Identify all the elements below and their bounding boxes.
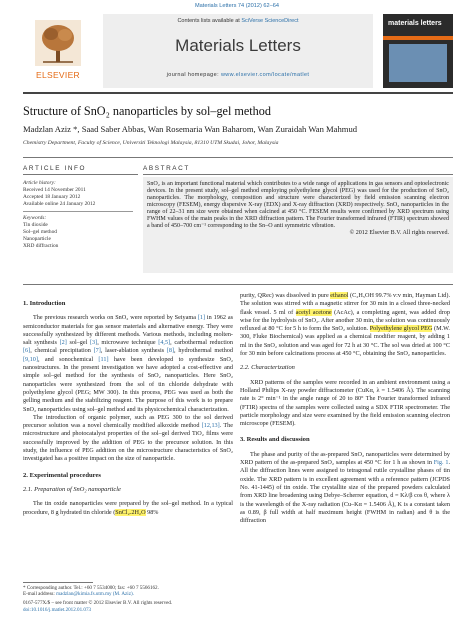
- homepage-link[interactable]: www.elsevier.com/locate/matlet: [220, 72, 310, 78]
- right-column: [240, 292, 450, 525]
- tree-logo-icon: [35, 20, 81, 66]
- text-run: The tin oxide nanoparticles were prepared by the sol–gel method. In a typical procedure, 8 g hydrated tin chloride (: [23, 500, 233, 516]
- preparation-paragraph: [23, 500, 233, 517]
- text-run: The phase and purity of the as-prepared SnO₂ nanoparticles were determined by XRD pattern of the as-prepared SnO₂ samples at 450 °C for 1 h as shown in: [240, 450, 450, 467]
- journal-banner: [103, 14, 373, 88]
- accepted-date: Accepted 18 January 2012: [23, 194, 81, 200]
- contents-prefix: Contents lists available at: [177, 18, 242, 24]
- email-line: [23, 591, 233, 597]
- article-info-rule: [23, 174, 138, 175]
- citation-link[interactable]: [8]: [166, 347, 175, 355]
- sciencedirect-link[interactable]: SciVerse ScienceDirect: [241, 18, 299, 24]
- text-run: . The microstructure and photocatalyst properties of the sol–gel derived TiO₂ films were successfully improved by the addition of PEG to the precursor solution. In this study, the influence of PEG addition on the microstructure characteristics of SnO₂ investigated has a positive impact on the size of nanoparticle.: [23, 422, 233, 463]
- characterization-paragraph: XRD patterns of the samples were recorded in an ambient environment using a Holland Philips X-ray powder diffractometer (CuKα, λ = 1.5406 Å). The scanning rate is 2° min⁻¹ in the angle range of 20 to 80° The Fourier transformed infrared (FTIR) spectra of the samples were collected using a SDX FTIR spectrometer. The particle morphology and size were examined by the field emission scanning electron microscope (FESEM).: [240, 378, 450, 428]
- abstract-bottom-rule: [23, 284, 453, 285]
- results-paragraph: [240, 451, 450, 526]
- experimental-heading: 2. Experimental procedures: [23, 471, 101, 479]
- journal-citation: Materials Letters 74 (2012) 62–64: [195, 3, 279, 9]
- figure-link[interactable]: Fig. 1: [433, 459, 449, 467]
- text-run: in 1962 as semiconductor materials for gas sensor materials and alternative energy. They were successfully synthesized by different methods. Various methods, including molten-salt synthesis: [23, 314, 233, 347]
- article-authors: Madzlan Aziz *, Saad Saber Abbas, Wan Rosemaria Wan Baharom, Wan Zuraidah Wan Mahmud: [23, 124, 358, 134]
- corresponding-author-note: * Corresponding author. Tel.: +60 7 5534000; fax: +60 7 5566162.: [23, 585, 159, 591]
- history-label: Article history:: [23, 180, 56, 186]
- citation-link[interactable]: [4,5]: [158, 339, 171, 347]
- text-run: , carbothermal reduction: [170, 339, 233, 347]
- keywords-label: Keywords:: [23, 214, 47, 221]
- text-run: sol–gel: [66, 339, 90, 347]
- author-affiliation: Chemistry Department, Faculty of Science, Universiti Teknologi Malaysia, 81310 UTM Skudai, Johor, Malaysia: [23, 140, 279, 146]
- info-separator: [23, 211, 133, 212]
- article-title: Structure of SnO₂ nanoparticles by sol–gel method: [23, 104, 271, 118]
- email-label: E-mail address:: [23, 591, 57, 598]
- footnote-block: [23, 585, 233, 613]
- text-run: (AcAc), a completing agent, was added drop wise for the hydrolysis of SnO₂. After another 30 min, the solution was continuously refluxed at 80 °C for 5 h to form the SnO₂ solution.: [240, 308, 450, 333]
- keyword-item: Sol–gel method: [23, 228, 57, 235]
- citation-link[interactable]: [2]: [59, 339, 67, 347]
- cover-band: [383, 36, 453, 40]
- keyword-item: Nanoparticle: [23, 235, 51, 242]
- keyword-item: Tin dioxide: [23, 221, 48, 228]
- article-info-heading: ARTICLE INFO: [23, 165, 87, 172]
- results-heading: 3. Results and discussion: [240, 436, 310, 444]
- homepage-line: [103, 72, 373, 78]
- elsevier-logo: [23, 18, 93, 84]
- citation-link[interactable]: [1]: [197, 314, 206, 322]
- text-run: , laser-ablation synthesis: [100, 347, 167, 355]
- citation-link[interactable]: [7]: [93, 347, 101, 355]
- text-run: 98%: [145, 508, 159, 516]
- issn-line: 0167-577X/$ – see front matter © 2012 Elsevier B.V. All rights reserved.: [23, 600, 173, 607]
- cover-title: materials letters: [388, 20, 442, 27]
- intro-paragraph-2: [23, 414, 233, 464]
- abstract-paragraph: SnO₂ is an important functional material which contributes to a wide range of applications in gas sensors and optoelectronic devices. In the present study, sol–gel method employing polyethylene glycol (PEG) was used for the production of SnO₂ nanoparticles. The morphology, composition and structure were characterized by field emission scanning electron microscopy (FESEM), energy dispersive X-ray (EDX) and X-ray diffraction (XRD) respectively. SnO₂ nanoparticles in the range of 22–31 nm size were obtained when calcined at 450 °C. FESEM results were confirmed by XRD spectrum using FWHM values of the main peaks in the XRD diffraction pattern. The Fourier transformed infrared (FTIR) spectrum showed a band of 450–700 cm⁻¹ corresponding to the Sn–O anti symmetric vibration.: [147, 181, 449, 230]
- contents-line: [103, 18, 373, 24]
- text-run: , chemical precipitation: [30, 347, 94, 355]
- citation-link[interactable]: [12,13]: [201, 422, 220, 430]
- article-info-block: [23, 180, 138, 250]
- citation-link[interactable]: [11]: [98, 355, 109, 363]
- keyword-item: XRD diffraction: [23, 242, 59, 249]
- text-run: have been developed to synthesize SnO₂ nanostructures. In the present investigation we have adopted a cost-effective and simple sol–gel method for the synthesis of SnO₂ nanoparticles. Here SnO₂ nanoparticles were synthesized from the sol of tin chloride dehydrate with polyethylene glycol (PEG; MW 300). In this process, PEG was used as both the gelling medium and the stabilizing reagent. The purpose of this work is to prepare SnO₂ nanoparticles using sol–gel method and its physicochemical characterization.: [23, 355, 233, 413]
- citation-link[interactable]: [6]: [23, 347, 31, 355]
- text-run: The introduction of organic polymer, such as PEG 300 to the sol derived precursor solution was a novel chemically modified alkoxide method: [23, 413, 233, 430]
- citation-link[interactable]: [3]: [90, 339, 98, 347]
- introduction-heading: 1. Introduction: [23, 300, 66, 307]
- cover-picture: [389, 44, 447, 82]
- header-divider: [23, 92, 453, 94]
- abstract-copyright: © 2012 Elsevier B.V. All rights reserved.: [349, 230, 449, 237]
- email-link[interactable]: madzlan@kimia.fs.utm.my (M. Aziz).: [56, 591, 134, 598]
- characterization-subheading: 2.2. Characterization: [240, 364, 295, 372]
- received-date: Received 14 November 2011: [23, 187, 86, 193]
- journal-title: Materials Letters: [175, 36, 301, 55]
- abstract-body: [147, 181, 449, 237]
- highlighted-text: ethanol: [330, 292, 349, 299]
- highlighted-text: SnCl₂.2H₂O: [115, 508, 146, 516]
- citation-link[interactable]: [9,10]: [23, 355, 38, 363]
- text-run: , and sonochemical: [37, 355, 99, 363]
- preparation-subheading: 2.1. Preparation of SnO₂ nanoparticle: [23, 485, 121, 493]
- intro-paragraph-1: [23, 314, 233, 414]
- footnote-divider: [23, 582, 93, 583]
- abstract-rule: [143, 174, 453, 175]
- abstract-heading: ABSTRACT: [143, 165, 190, 172]
- text-run: (C₂H₅OH 99.7% v:v min, Hayman Ltd). The solution was stirred with a magnetic stirrer for 30 min in a closed three-necked flask vessel. 5 ml of: [240, 292, 450, 316]
- journal-header: [23, 14, 453, 88]
- left-column: [23, 292, 233, 517]
- text-run: . All the diffraction lines were assigned to tetragonal rutile crystalline phases of tin oxide. The XRD pattern is in excellent agreement with a reference pattern (JCPDS No. 41-1445) of tin oxide. The crystallite size of the prepared powders calculated from XRD line broadening using Debye–Scherrer equation, d = Kλ/β cos θ, where λ is the wavelength of the X-ray radiation (Cu–Kα = 1.5406 Å), K is a constant taken as 0.89, β full width at half maximum height (FWHM in radian) and θ is the diffraction: [240, 459, 450, 525]
- text-run: The previous research works on SnO₂ were reported by Seiyama: [33, 314, 198, 322]
- online-date: Available online 24 January 2012: [23, 201, 96, 207]
- text-run: , microwave technique: [97, 339, 159, 347]
- affiliation-divider: [23, 157, 453, 158]
- homepage-prefix: journal homepage:: [166, 72, 221, 78]
- text-run: , hydrothermal method: [174, 347, 233, 355]
- publisher-name: ELSEVIER: [36, 70, 80, 80]
- highlighted-text: Polyethylene glycol PEG: [369, 325, 433, 333]
- preparation-continued-paragraph: [240, 292, 450, 358]
- text-run: (M.W. 300, Fluke Biochemical) was applied as a chemical modifier reagent, by adding 1 ml in the SnO₂ solution and was aged for 72 h at 30 °C. The sol was dried at 100 °C for 30 min before calcinations process at 450 °C, obtaining the SnO₂ nanoparticles.: [240, 325, 450, 358]
- text-run: purity, QRec) was dissolved in pure: [240, 292, 331, 299]
- highlighted-text: acetyl acetone: [295, 308, 332, 316]
- doi-link[interactable]: doi:10.1016/j.matlet.2012.01.073: [23, 606, 92, 613]
- journal-cover-image: [383, 14, 453, 88]
